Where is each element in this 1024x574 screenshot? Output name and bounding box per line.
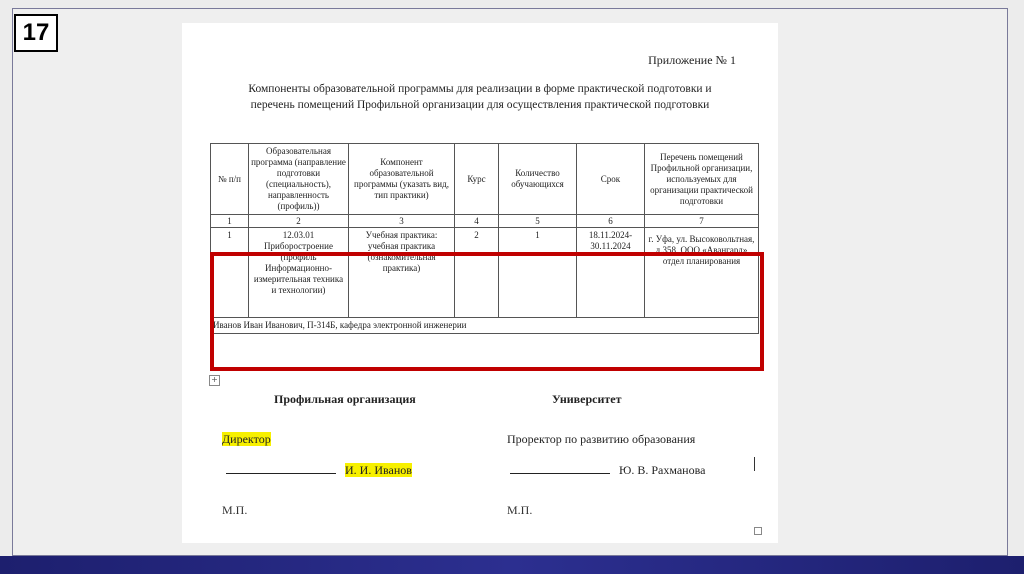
- resize-handle-icon[interactable]: [754, 527, 762, 535]
- column-number: 1: [211, 215, 249, 228]
- text-cursor: [754, 457, 755, 471]
- header-cell: Срок: [577, 144, 645, 215]
- right-seal: М.П.: [507, 503, 533, 517]
- term-cell: 18.11.2024-30.11.2024: [577, 228, 645, 318]
- left-signer-name: И. И. Иванов: [345, 463, 412, 477]
- column-number: 2: [249, 215, 349, 228]
- column-number: 6: [577, 215, 645, 228]
- bottom-bar: [0, 556, 1024, 574]
- students-cell: 1: [499, 228, 577, 318]
- table-header-row: [211, 144, 759, 215]
- student-info: Иванов Иван Иванович, П-314Б, кафедра электронной инженерии: [211, 318, 759, 334]
- column-number: 4: [455, 215, 499, 228]
- left-signature-blank: [226, 461, 336, 474]
- header-cell: Перечень помещений Профильной организации, используемых для организации практической подготовки: [645, 144, 759, 215]
- right-signature-heading: Университет: [552, 392, 622, 406]
- right-signature-blank: [510, 461, 610, 474]
- program-name: Приборостроение (профиль Информационно-измерительная техника и технологии): [253, 241, 344, 295]
- row-index: 1: [211, 228, 249, 318]
- left-seal: М.П.: [222, 503, 248, 517]
- course-cell: 2: [455, 228, 499, 318]
- right-signer-name: Ю. В. Рахманова: [619, 463, 706, 477]
- appendix-label: Приложение № 1: [648, 53, 736, 67]
- table-number-row: [211, 215, 759, 228]
- header-cell: Количество обучающихся: [499, 144, 577, 215]
- header-cell: Компонент образовательной программы (указать вид, тип практики): [349, 144, 455, 215]
- header-cell: Образовательная программа (направление подготовки (специальность), направленность (профиль)): [249, 144, 349, 215]
- highlight-frame: [210, 252, 764, 371]
- left-signature-heading: Профильная организация: [274, 392, 416, 406]
- premises-cell: г. Уфа, ул. Высоковольтная, д.358, ООО «Авангард» отдел планирования: [645, 228, 759, 318]
- column-number: 5: [499, 215, 577, 228]
- document-page: [182, 23, 778, 543]
- right-signature-line: [510, 461, 705, 478]
- slide-number: 17: [14, 14, 58, 52]
- header-cell: № п/п: [211, 144, 249, 215]
- left-position-text: Директор: [222, 432, 271, 446]
- right-position: Проректор по развитию образования: [507, 432, 696, 446]
- document-title: Компоненты образовательной программы для реализации в форме практической подготовки и перечень помещений Профильной организации для осуществления практической подготовки: [248, 83, 712, 111]
- header-cell: Курс: [455, 144, 499, 215]
- left-signature-line: [226, 461, 412, 478]
- program-code: 12.03.01: [282, 230, 315, 240]
- left-position: [222, 432, 271, 447]
- table-move-handle-icon[interactable]: +: [209, 375, 220, 386]
- column-number: 7: [645, 215, 759, 228]
- component-cell: Учебная практика: учебная практика (ознакомительная практика): [349, 228, 455, 318]
- column-number: 3: [349, 215, 455, 228]
